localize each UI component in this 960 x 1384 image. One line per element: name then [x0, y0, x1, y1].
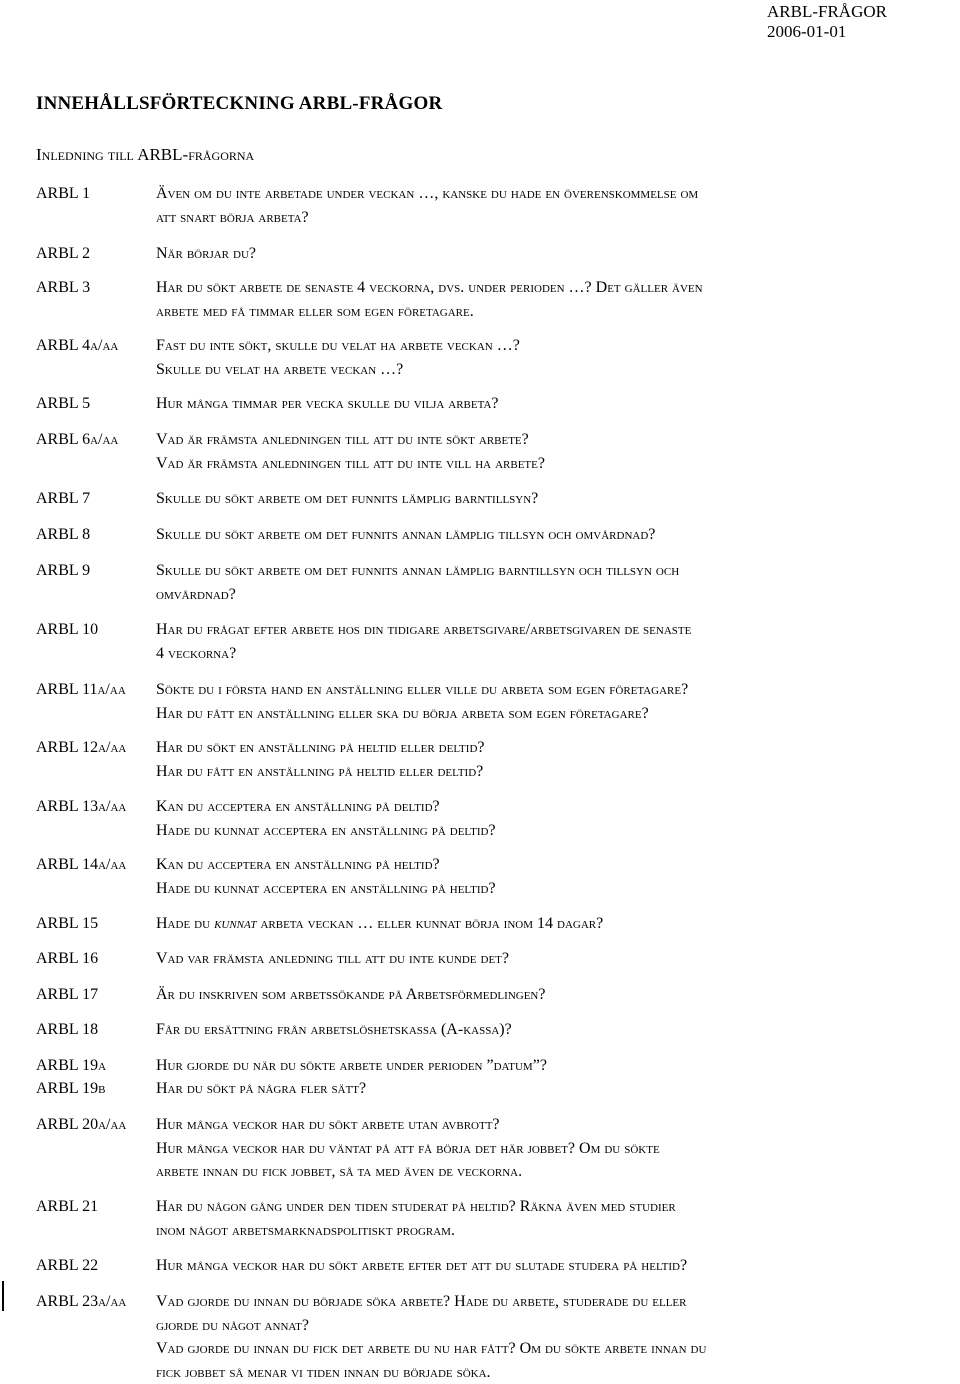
question-label: ARBL 19a	[36, 1054, 106, 1078]
question-text	[156, 559, 956, 606]
question-line: Skulle du sökt arbete om det funnits annan lämplig barntillsyn och tillsyn och	[156, 559, 956, 583]
question-label: ARBL 21	[36, 1195, 98, 1219]
question-text	[156, 795, 956, 842]
question-line: arbete med få timmar eller som egen företagare.	[156, 300, 956, 324]
question-label: ARBL 1	[36, 182, 90, 206]
question-label: ARBL 20a/aa	[36, 1113, 126, 1137]
question-label: ARBL 11a/aa	[36, 678, 126, 702]
question-label: ARBL 23a/aa	[36, 1290, 126, 1314]
question-label: ARBL 6a/aa	[36, 428, 118, 452]
question-text	[156, 428, 956, 475]
question-segment-post: arbeta veckan … eller kunnat börja inom 14 dagar?	[256, 915, 603, 932]
question-line: 4 veckorna?	[156, 642, 956, 666]
question-line: Har du någon gång under den tiden studerat på heltid? Räkna även med studier	[156, 1195, 956, 1219]
question-line: Vad är främsta anledningen till att du inte sökt arbete?	[156, 428, 956, 452]
question-label: ARBL 14a/aa	[36, 853, 126, 877]
question-text	[156, 947, 956, 971]
question-label: ARBL 17	[36, 983, 98, 1007]
question-line: att snart börja arbeta?	[156, 206, 956, 230]
question-line	[156, 912, 956, 936]
question-text	[156, 242, 956, 266]
question-text	[156, 1254, 956, 1278]
question-text	[156, 182, 956, 229]
question-line: gjorde du något annat?	[156, 1314, 956, 1338]
question-line: Vad gjorde du innan du började söka arbete? Hade du arbete, studerade du eller	[156, 1290, 956, 1314]
question-line: Skulle du velat ha arbete veckan …?	[156, 358, 956, 382]
question-label: ARBL 13a/aa	[36, 795, 126, 819]
question-line: Fast du inte sökt, skulle du velat ha arbete veckan …?	[156, 334, 956, 358]
question-line: Skulle du sökt arbete om det funnits lämplig barntillsyn?	[156, 487, 956, 511]
question-line: inom något arbetsmarknadspolitiskt program.	[156, 1219, 956, 1243]
question-line: Vad är främsta anledningen till att du inte vill ha arbete?	[156, 452, 956, 476]
question-line: När börjar du?	[156, 242, 956, 266]
question-line: Har du fått en anställning eller ska du börja arbeta som egen företagare?	[156, 702, 956, 726]
question-text	[156, 523, 956, 547]
question-label: ARBL 12a/aa	[36, 736, 126, 760]
question-line: Skulle du sökt arbete om det funnits annan lämplig tillsyn och omvårdnad?	[156, 523, 956, 547]
question-line: Hur många veckor har du sökt arbete efter det att du slutade studera på heltid?	[156, 1254, 956, 1278]
question-label: ARBL 19b	[36, 1077, 105, 1101]
question-text	[156, 1113, 956, 1184]
question-line: Har du sökt en anställning på heltid eller deltid?	[156, 736, 956, 760]
question-text	[156, 736, 956, 783]
question-label: ARBL 2	[36, 242, 90, 266]
question-segment-em: kunnat	[214, 915, 256, 932]
question-text	[156, 1077, 956, 1101]
question-line: arbete innan du fick jobbet, så ta med även de veckorna.	[156, 1160, 956, 1184]
question-line: Hur många veckor har du sökt arbete utan avbrott?	[156, 1113, 956, 1137]
question-label: ARBL 10	[36, 618, 98, 642]
document-header-title: ARBL-FRÅGOR	[767, 2, 887, 22]
question-text	[156, 618, 956, 665]
question-line: omvårdnad?	[156, 583, 956, 607]
question-line: Hade du kunnat acceptera en anställning på heltid?	[156, 877, 956, 901]
question-label: ARBL 3	[36, 276, 90, 300]
page-title: INNEHÅLLSFÖRTECKNING ARBL-FRÅGOR	[36, 93, 442, 115]
question-text	[156, 392, 956, 416]
question-label: ARBL 7	[36, 487, 90, 511]
question-label: ARBL 4a/aa	[36, 334, 118, 358]
question-line: Har du sökt på några fler sätt?	[156, 1077, 956, 1101]
question-segment-pre: Hade du	[156, 915, 214, 932]
question-text	[156, 1018, 956, 1042]
question-label: ARBL 22	[36, 1254, 98, 1278]
question-label: ARBL 18	[36, 1018, 98, 1042]
question-text	[156, 334, 956, 381]
question-line: Kan du acceptera en anställning på deltid?	[156, 795, 956, 819]
question-text	[156, 983, 956, 1007]
question-line: Även om du inte arbetade under veckan …, kanske du hade en överenskommelse om	[156, 182, 956, 206]
intro-heading: Inledning till ARBL-frågorna	[36, 145, 254, 165]
question-line: Hur många timmar per vecka skulle du vilja arbeta?	[156, 392, 956, 416]
question-text	[156, 678, 956, 725]
question-line: Vad var främsta anledning till att du inte kunde det?	[156, 947, 956, 971]
question-text	[156, 853, 956, 900]
question-label: ARBL 9	[36, 559, 90, 583]
change-bar	[2, 1281, 4, 1311]
question-line: Vad gjorde du innan du fick det arbete du nu har fått? Om du sökte arbete innan du	[156, 1337, 956, 1361]
question-label: ARBL 16	[36, 947, 98, 971]
question-label: ARBL 15	[36, 912, 98, 936]
question-label: ARBL 8	[36, 523, 90, 547]
question-text	[156, 1195, 956, 1242]
question-text	[156, 487, 956, 511]
question-line: Hade du kunnat acceptera en anställning på deltid?	[156, 819, 956, 843]
document-header-date: 2006-01-01	[767, 22, 846, 42]
question-line: Kan du acceptera en anställning på heltid?	[156, 853, 956, 877]
question-line: Hur många veckor har du väntat på att få börja det här jobbet? Om du sökte	[156, 1137, 956, 1161]
question-text	[156, 1054, 956, 1078]
question-line: Har du fått en anställning på heltid eller deltid?	[156, 760, 956, 784]
question-text	[156, 912, 956, 936]
question-line: Har du frågat efter arbete hos din tidigare arbetsgivare/arbetsgivaren de senaste	[156, 618, 956, 642]
question-text	[156, 276, 956, 323]
question-label: ARBL 5	[36, 392, 90, 416]
question-line: Sökte du i första hand en anställning eller ville du arbeta som egen företagare?	[156, 678, 956, 702]
question-line: Hur gjorde du när du sökte arbete under perioden ”datum”?	[156, 1054, 956, 1078]
question-text	[156, 1290, 956, 1384]
question-line: Får du ersättning från arbetslöshetskassa (A-kassa)?	[156, 1018, 956, 1042]
question-line: Har du sökt arbete de senaste 4 veckorna, dvs. under perioden …? Det gäller även	[156, 276, 956, 300]
question-line: Är du inskriven som arbetssökande på Arbetsförmedlingen?	[156, 983, 956, 1007]
question-line: fick jobbet så menar vi tiden innan du började söka.	[156, 1361, 956, 1384]
